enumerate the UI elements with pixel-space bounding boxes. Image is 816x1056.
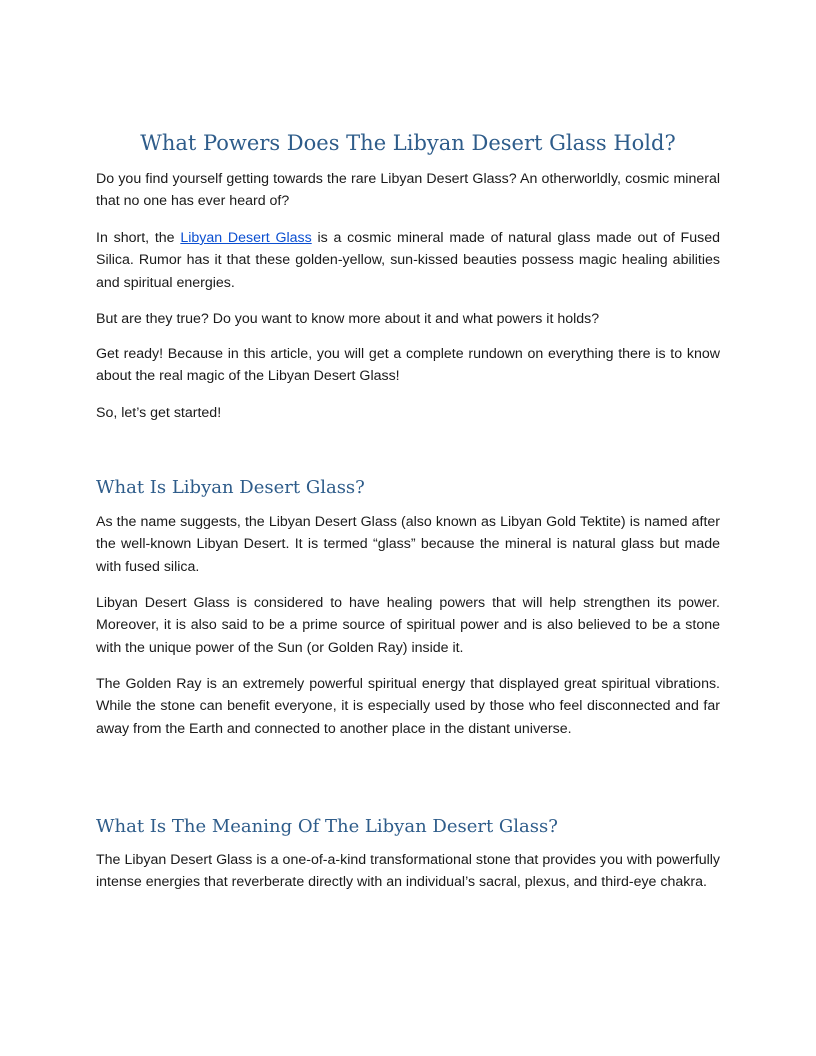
intro-paragraph-3: But are they true? Do you want to know more about it and what powers it holds?: [96, 311, 600, 327]
libyan-desert-glass-link[interactable]: Libyan Desert Glass: [180, 230, 312, 246]
section2-paragraph-1: The Libyan Desert Glass is a one-of-a-kind transformational stone that provides you with powerfully intense energies that reverberate directly with an individual’s sacral, plexus, and third-eye chakra.: [96, 852, 720, 891]
section1-paragraph-1: As the name suggests, the Libyan Desert Glass (also known as Libyan Gold Tektite) is named after the well-known Libyan Desert. It is termed “glass” because the mineral is natural glass but made with fused silica.: [96, 514, 720, 575]
intro-paragraph-5: So, let’s get started!: [96, 405, 222, 421]
intro-paragraph-2: [96, 227, 720, 294]
section1-paragraph-2: Libyan Desert Glass is considered to have healing powers that will help strengthen its power. Moreover, it is also said to be a prime source of spiritual power and is also believed to be a stone with the unique power of the Sun (or Golden Ray) inside it.: [96, 595, 720, 656]
intro-paragraph-1: Do you find yourself getting towards the rare Libyan Desert Glass? An otherworldly, cosmic mineral that no one has ever heard of?: [96, 171, 720, 210]
intro-paragraph-4: Get ready! Because in this article, you will get a complete rundown on everything there is to know about the real magic of the Libyan Desert Glass!: [96, 346, 720, 385]
intro-paragraph-2-text-after: is a cosmic mineral made of natural glass made out of Fused Silica. Rumor has it that these golden-yellow, sun-kissed beauties possess magic healing abilities and spiritual energies.: [96, 230, 720, 291]
intro-paragraph-2-text-before: In short, the: [96, 230, 181, 246]
section-heading-meaning: What Is The Meaning Of The Libyan Desert Glass?: [96, 816, 558, 837]
section1-paragraph-3: The Golden Ray is an extremely powerful spiritual energy that displayed great spiritual vibrations. While the stone can benefit everyone, it is especially used by those who feel disconnected and far away from the Earth and connected to another place in the distant universe.: [96, 676, 720, 737]
document-title: What Powers Does The Libyan Desert Glass Hold?: [140, 131, 676, 155]
section-heading-what-is: What Is Libyan Desert Glass?: [96, 477, 365, 498]
